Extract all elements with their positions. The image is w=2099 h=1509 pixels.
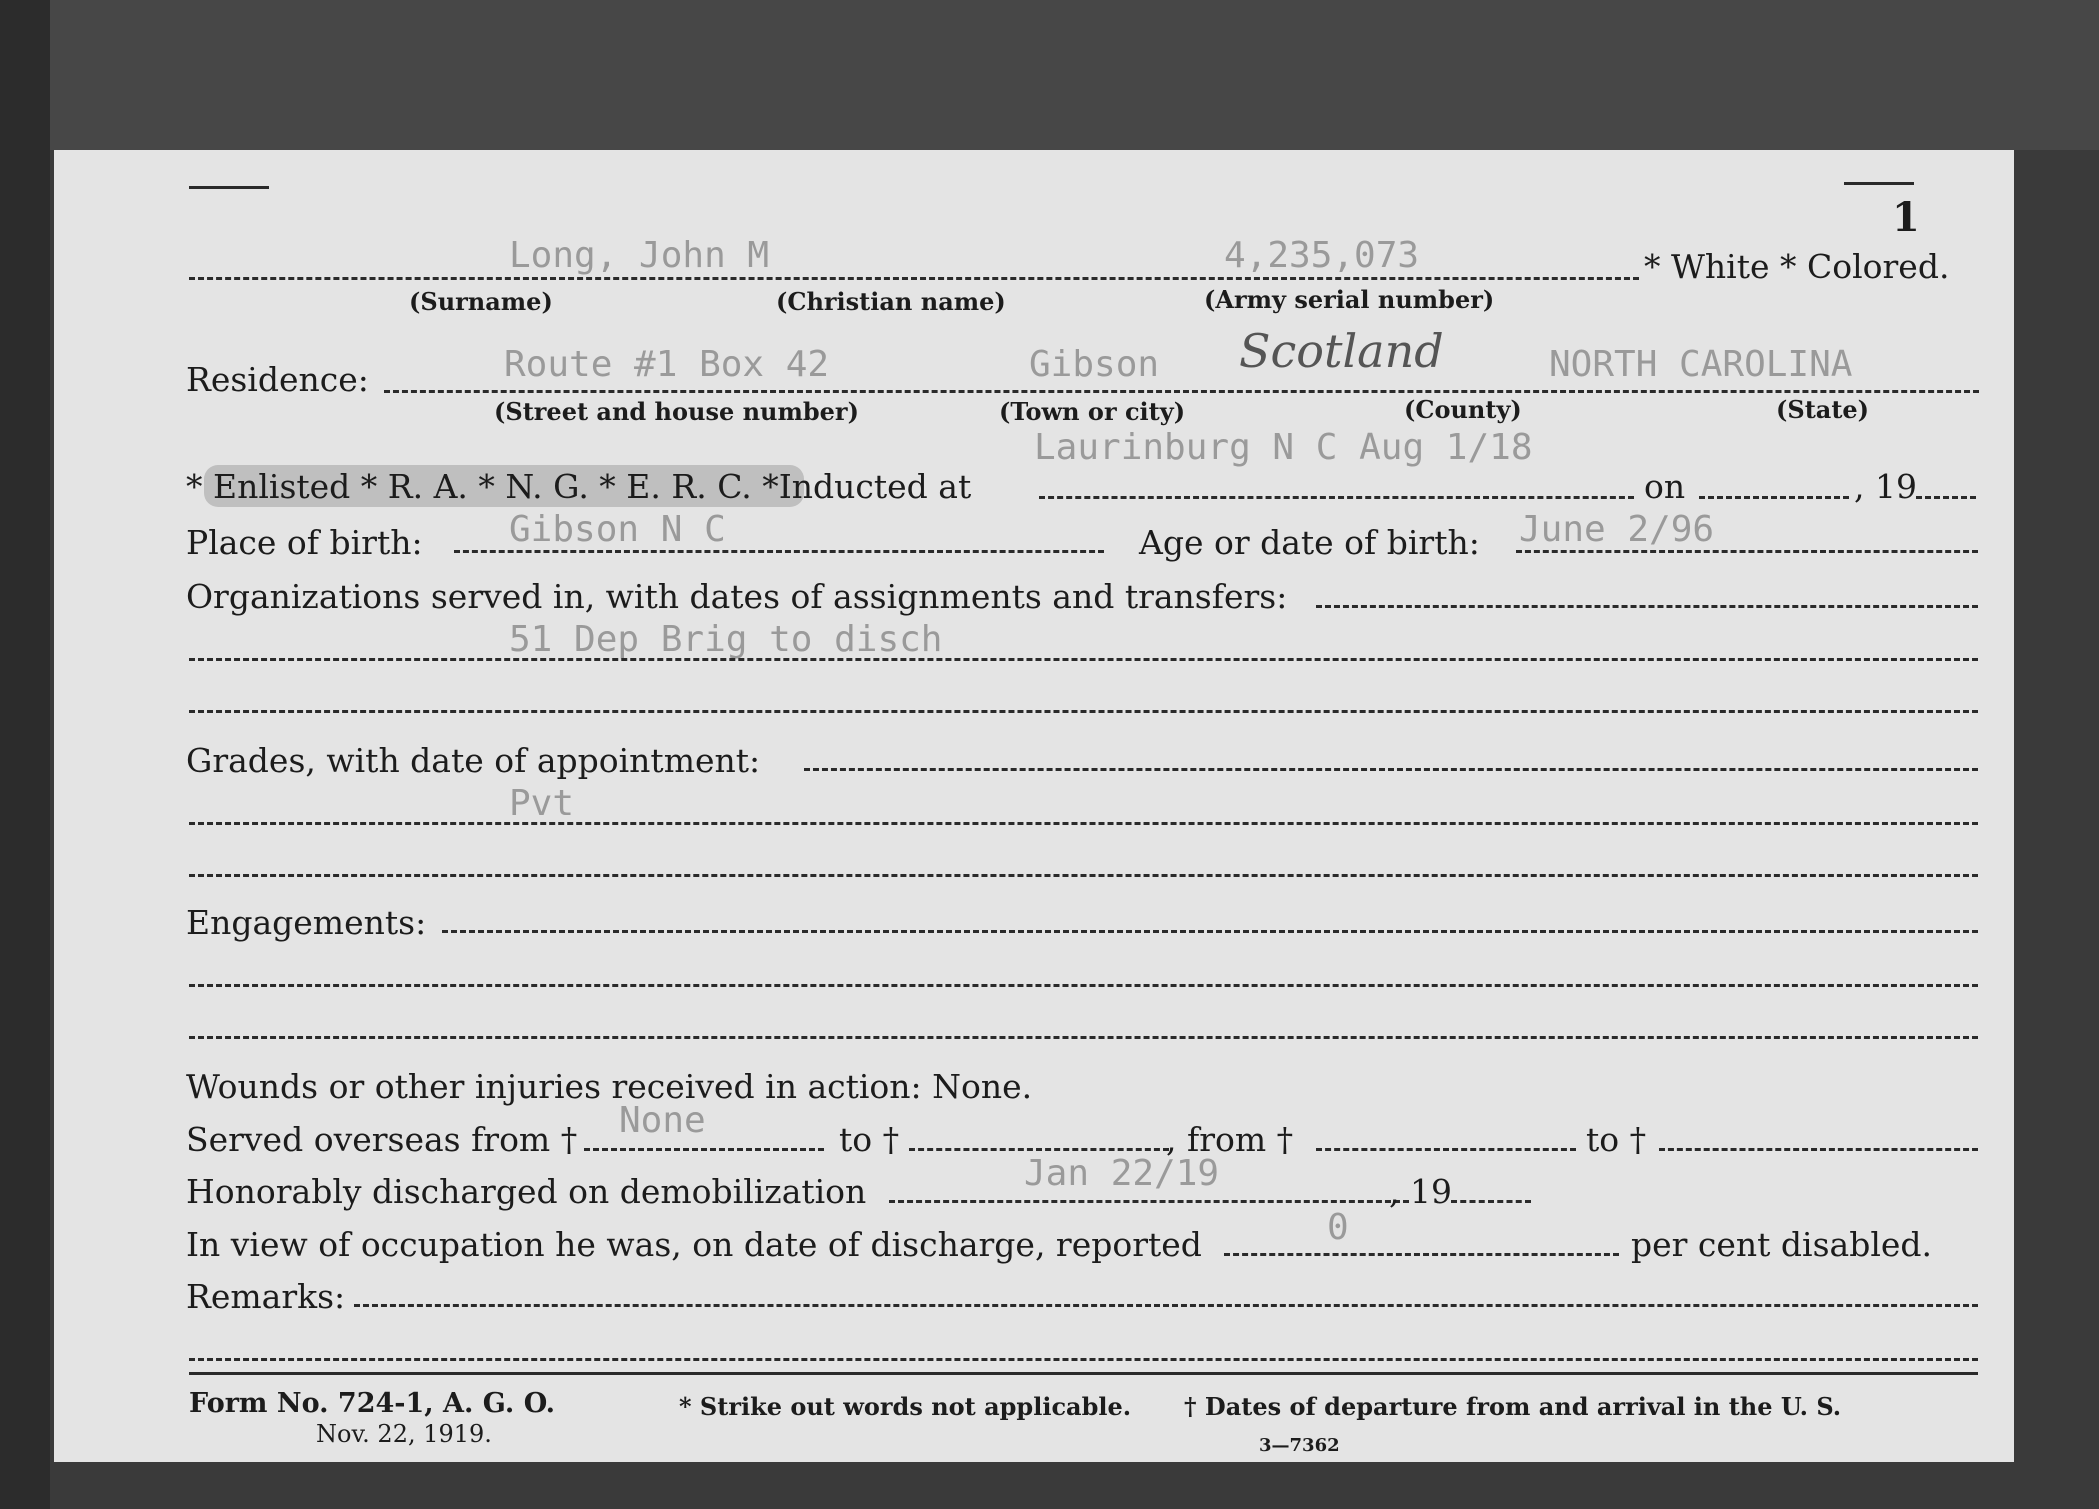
- remarks-line-2: [189, 1358, 1978, 1361]
- residence-county: Scotland: [1239, 324, 1444, 378]
- background-edge: [0, 0, 50, 1509]
- card-number: 1: [1892, 194, 1920, 241]
- birth-date-value: June 2/96: [1519, 509, 1715, 550]
- background-strip: [0, 0, 2099, 150]
- grades-line-3: [189, 874, 1978, 877]
- discharge-year-line: [1451, 1200, 1531, 1203]
- induction-year-line: [1916, 496, 1976, 499]
- form-date: Nov. 22, 1919.: [316, 1420, 492, 1448]
- print-code: 3—7362: [1259, 1435, 1340, 1456]
- organizations-line-2: [189, 658, 1978, 661]
- organizations-line-3: [189, 710, 1978, 713]
- residence-state: NORTH CAROLINA: [1549, 344, 1853, 385]
- discharge-label: Honorably discharged on demobilization: [186, 1172, 867, 1211]
- disability-line: [1224, 1253, 1619, 1256]
- christian-name-caption: (Christian name): [776, 287, 1006, 316]
- overseas-to2-label: to †: [1586, 1120, 1647, 1159]
- serial-caption: (Army serial number): [1204, 285, 1495, 314]
- grades-value: Pvt: [509, 783, 575, 824]
- remarks-line-1: [354, 1304, 1978, 1307]
- overseas-from2-line: [1316, 1148, 1576, 1151]
- overseas-value: None: [619, 1100, 706, 1141]
- race-options: * White * Colored.: [1644, 247, 1950, 286]
- engagements-line-2: [189, 984, 1978, 987]
- grades-line-2: [189, 822, 1978, 825]
- residence-street: Route #1 Box 42: [504, 344, 830, 385]
- engagements-line-3: [189, 1036, 1978, 1039]
- discharge-year-label: , 19: [1389, 1172, 1452, 1211]
- town-caption: (Town or city): [999, 397, 1186, 426]
- form-number: Form No. 724-1, A. G. O.: [189, 1388, 556, 1419]
- county-caption: (County): [1404, 395, 1522, 424]
- service-record-card: [54, 150, 2014, 1462]
- top-right-mark: [1844, 182, 1914, 185]
- induction-date-line: [1699, 496, 1849, 499]
- organizations-line-1: [1316, 605, 1978, 608]
- engagements-line-1: [442, 930, 1978, 933]
- street-caption: (Street and house number): [494, 397, 859, 426]
- state-caption: (State): [1776, 395, 1870, 424]
- overseas-label: Served overseas from †: [186, 1120, 578, 1159]
- discharge-value: Jan 22/19: [1024, 1153, 1220, 1194]
- organizations-label: Organizations served in, with dates of assignments and transfers:: [186, 577, 1288, 616]
- birth-date-line: [1516, 550, 1978, 553]
- strike-note: * Strike out words not applicable.: [679, 1392, 1132, 1421]
- footer-rule: [189, 1372, 1978, 1375]
- residence-label: Residence:: [186, 360, 369, 399]
- disability-suffix: per cent disabled.: [1631, 1225, 1933, 1264]
- remarks-label: Remarks:: [186, 1277, 346, 1316]
- surname-caption: (Surname): [409, 287, 553, 316]
- serial-value: 4,235,073: [1224, 235, 1420, 276]
- induction-label: * Enlisted * R. A. * N. G. * E. R. C. *Inducted at: [186, 467, 972, 506]
- grades-line-1: [804, 768, 1978, 771]
- residence-line: [384, 390, 1979, 393]
- induction-year-label: , 19: [1854, 467, 1917, 506]
- overseas-from-line: [584, 1148, 824, 1151]
- disability-label: In view of occupation he was, on date of discharge, reported: [186, 1225, 1202, 1264]
- engagements-label: Engagements:: [186, 903, 427, 942]
- overseas-to-line: [909, 1148, 1169, 1151]
- birth-place-label: Place of birth:: [186, 523, 423, 562]
- name-line: [189, 277, 1639, 280]
- top-left-mark: [189, 186, 269, 189]
- induction-place-line: [1039, 496, 1634, 499]
- name-value: Long, John M: [509, 235, 770, 276]
- overseas-from2-label: , from †: [1166, 1120, 1294, 1159]
- birth-place-value: Gibson N C: [509, 509, 726, 550]
- residence-town: Gibson: [1029, 344, 1160, 385]
- grades-label: Grades, with date of appointment:: [186, 741, 761, 780]
- overseas-to2-line: [1659, 1148, 1978, 1151]
- wounds-label: Wounds or other injuries received in action: None.: [186, 1067, 1033, 1106]
- discharge-line: [889, 1200, 1409, 1203]
- induction-on-label: on: [1644, 467, 1686, 506]
- induction-place-date: Laurinburg N C Aug 1/18: [1034, 427, 1533, 468]
- dates-note: † Dates of departure from and arrival in the U. S.: [1184, 1392, 1842, 1421]
- birth-place-line: [454, 550, 1104, 553]
- disability-value: 0: [1327, 1207, 1349, 1248]
- organizations-value: 51 Dep Brig to disch: [509, 619, 943, 660]
- overseas-to-label: to †: [839, 1120, 900, 1159]
- birth-date-label: Age or date of birth:: [1139, 523, 1480, 562]
